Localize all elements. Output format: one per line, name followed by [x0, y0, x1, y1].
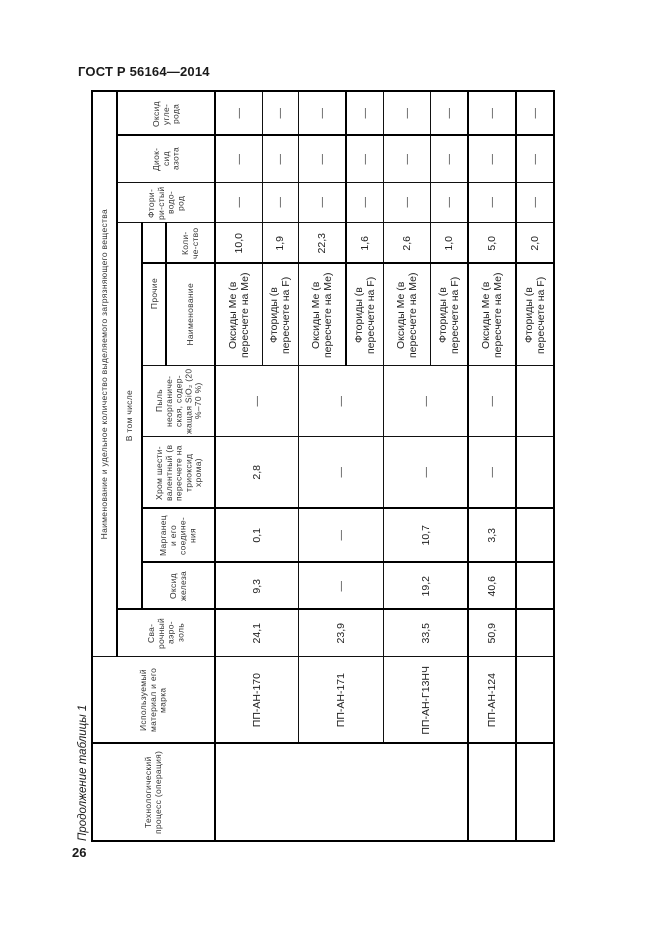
other-name-cell: Оксиды Ме (в пересчете на Ме): [215, 263, 263, 366]
chromium-cell: —: [468, 436, 517, 509]
other-qty-cell: 1,9: [262, 222, 299, 264]
hf-cell: —: [346, 182, 384, 223]
dust-cell: —: [298, 365, 384, 437]
manganese-cell: 3,3: [468, 508, 517, 563]
other-name-cell: Фториды (в пересчете на F): [346, 263, 384, 366]
other-name-cell: Оксиды Ме (в пересчете на Ме): [383, 263, 431, 366]
header-including: В том числе: [117, 222, 143, 610]
hf-cell: —: [468, 182, 517, 223]
other-name-cell: Оксиды Ме (в пересчете на Ме): [298, 263, 347, 366]
no2-cell: —: [346, 135, 384, 183]
header-manganese: Марганец и его соедине-ния: [142, 508, 216, 563]
process-cell: [215, 743, 554, 841]
chromium-cell: [516, 436, 554, 509]
header-co: Оксид угле-рода: [117, 91, 216, 136]
no2-cell: —: [298, 135, 347, 183]
header-dust: Пыль неорганиче-ская, содер-жащая SiO₂ (20 %–70 %): [142, 365, 216, 437]
no2-cell: —: [468, 135, 517, 183]
hf-cell: —: [298, 182, 347, 223]
iron-oxide-cell: 40,6: [468, 562, 517, 610]
chromium-cell: 2,8: [215, 436, 299, 509]
material-cell: ПП-АН-171: [298, 656, 384, 744]
dust-cell: —: [468, 365, 517, 437]
manganese-cell: [516, 508, 554, 563]
header-aerosol: Сва-рочный аэро-золь: [117, 609, 216, 657]
other-name-cell: Фториды (в пересчете на F): [516, 263, 554, 366]
other-qty-cell: 22,3: [298, 222, 347, 264]
header-no2: Диок-сид азота: [117, 135, 216, 183]
co-cell: —: [262, 91, 299, 136]
other-qty-cell: 2,6: [383, 222, 431, 264]
header-process: Технологический процесс (операция): [92, 743, 216, 841]
co-cell: —: [346, 91, 384, 136]
chromium-cell: —: [383, 436, 469, 509]
co-cell: —: [430, 91, 469, 136]
iron-oxide-cell: 9,3: [215, 562, 299, 610]
other-qty-cell: 1,0: [430, 222, 469, 264]
dust-cell: [516, 365, 554, 437]
header-hf: Фтори-ри-стый водо-род: [117, 182, 216, 223]
manganese-cell: 10,7: [383, 508, 469, 563]
co-cell: —: [383, 91, 431, 136]
no2-cell: —: [215, 135, 263, 183]
header-other-name: Наименование: [166, 263, 216, 366]
iron-oxide-cell: [516, 562, 554, 610]
header-group: Наименование и удельное количество выделяемого загрязняющего вещества: [92, 91, 118, 657]
material-cell: ПП-АН-Г13НЧ: [383, 656, 469, 744]
header-material: Используемый материал и его марка: [92, 656, 216, 744]
dust-cell: —: [383, 365, 469, 437]
document-header: ГОСТ Р 56164—2014: [78, 64, 210, 79]
aerosol-cell: 23,9: [298, 609, 384, 657]
co-cell: —: [215, 91, 263, 136]
chromium-cell: —: [298, 436, 384, 509]
other-name-cell: Оксиды Ме (в пересчете на Ме): [468, 263, 517, 366]
header-iron-oxide: Оксид железа: [142, 562, 216, 610]
co-cell: —: [516, 91, 554, 136]
material-cell: [516, 656, 554, 744]
hf-cell: —: [262, 182, 299, 223]
header-chromium: Хром шести-валентный (в пересчете на триоксид хрома): [142, 436, 216, 509]
manganese-cell: —: [298, 508, 384, 563]
other-name-cell: Фториды (в пересчете на F): [430, 263, 469, 366]
no2-cell: —: [383, 135, 431, 183]
no2-cell: —: [262, 135, 299, 183]
page-number: 26: [72, 845, 87, 860]
aerosol-cell: 24,1: [215, 609, 299, 657]
no2-cell: —: [516, 135, 554, 183]
aerosol-cell: [516, 609, 554, 657]
header-other: Прочие: [142, 222, 167, 366]
co-cell: —: [468, 91, 517, 136]
other-qty-cell: 2,0: [516, 222, 554, 264]
other-qty-cell: 1,6: [346, 222, 384, 264]
hf-cell: —: [430, 182, 469, 223]
iron-oxide-cell: —: [298, 562, 384, 610]
other-name-cell: Фториды (в пересчете на F): [262, 263, 299, 366]
dust-cell: —: [215, 365, 299, 437]
header-other-qty: Коли-че-ство: [166, 222, 216, 264]
hf-cell: —: [215, 182, 263, 223]
iron-oxide-cell: 19,2: [383, 562, 469, 610]
hf-cell: —: [516, 182, 554, 223]
material-cell: ПП-АН-170: [215, 656, 299, 744]
aerosol-cell: 33,5: [383, 609, 469, 657]
other-qty-cell: 5,0: [468, 222, 517, 264]
no2-cell: —: [430, 135, 469, 183]
material-cell: ПП-АН-124: [468, 656, 517, 744]
manganese-cell: 0,1: [215, 508, 299, 563]
co-cell: —: [298, 91, 347, 136]
aerosol-cell: 50,9: [468, 609, 517, 657]
caption-text: Продолжение таблицы 1: [77, 704, 89, 841]
other-qty-cell: 10,0: [215, 222, 263, 264]
hf-cell: —: [383, 182, 431, 223]
